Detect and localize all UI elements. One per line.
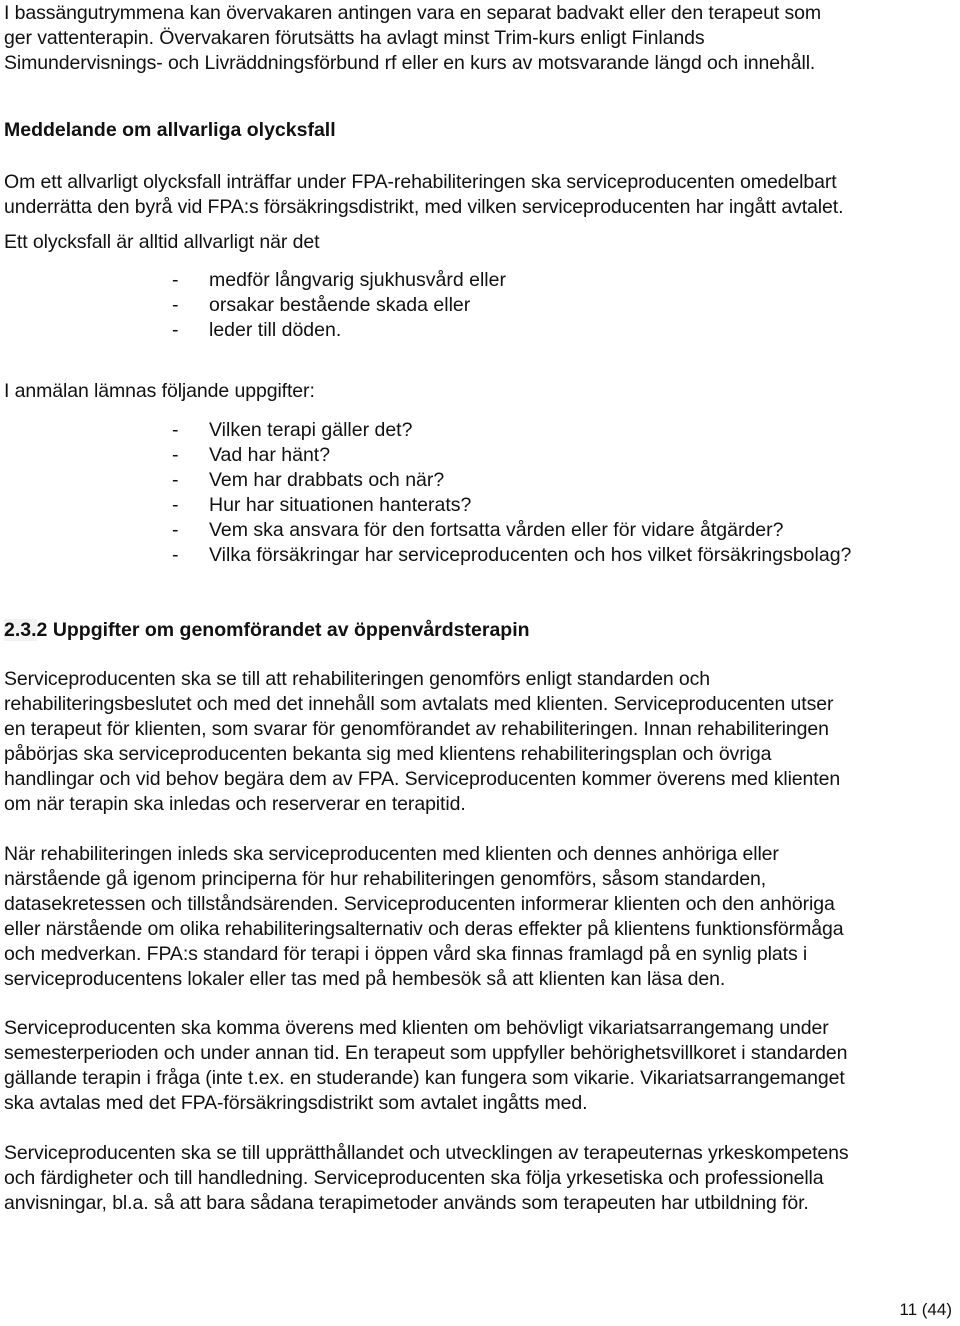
list-dash: - <box>172 319 179 341</box>
text-line: När rehabiliteringen inleds ska serviceproducenten med klienten och dennes anhöriga eller <box>4 843 779 865</box>
list-item-text: medför långvarig sjukhusvård eller <box>209 269 506 291</box>
text-line: Serviceproducenten ska komma överens med klienten om behövligt vikariatsarrangemang under <box>4 1017 829 1039</box>
text-line: anvisningar, bl.a. så att bara sådana terapimetoder används som terapeuten har utbildning för. <box>4 1192 809 1214</box>
text-line: ska avtalas med det FPA-försäkringsdistrikt som avtalet ingåtts med. <box>4 1092 588 1114</box>
text-line: I bassängutrymmena kan övervakaren antingen vara en separat badvakt eller den terapeut som <box>4 2 821 24</box>
text-line: Serviceproducenten ska se till upprätthållandet och utvecklingen av terapeuternas yrkeskompetens <box>4 1142 849 1164</box>
list-dash: - <box>172 419 179 441</box>
list-item-text: Vem ska ansvara för den fortsatta vården eller för vidare åtgärder? <box>209 519 784 541</box>
section-number-part2: 2 <box>36 619 48 641</box>
list-item-text: Vilken terapi gäller det? <box>209 419 413 441</box>
text-line: närstående gå igenom principerna för hur rehabiliteringen genomförs, såsom standarden, <box>4 868 767 890</box>
serious-criteria-list <box>172 268 506 343</box>
text-line: och medverkan. FPA:s standard för terapi i öppen vård ska finnas framlagd på en synlig plats i <box>4 943 808 965</box>
list-item-text: Vilka försäkringar har serviceproducenten och hos vilket försäkringsbolag? <box>209 544 852 566</box>
list-item <box>172 318 506 343</box>
list-item-text: orsakar bestående skada eller <box>209 294 471 316</box>
list-dash: - <box>172 519 179 541</box>
report-intro <box>4 379 315 404</box>
list-item <box>172 443 851 468</box>
text-line: en terapeut för klienten, som svarar för genomförandet av rehabiliteringen. Innan rehabiliteringen <box>4 718 829 740</box>
list-dash: - <box>172 494 179 516</box>
body-paragraph <box>4 842 843 992</box>
text-line: Simundervisnings- och Livräddningsförbund rf eller en kurs av motsvarande längd och innehåll. <box>4 52 816 74</box>
text-line: eller närstående om olika rehabiliteringsalternativ och deras effekter på klientens funktionsförmåga <box>4 918 844 940</box>
list-dash: - <box>172 294 179 316</box>
text-line: Serviceproducenten ska se till att rehabiliteringen genomförs enligt standarden och <box>4 668 711 690</box>
text-line: handlingar och vid behov begära dem av FPA. Serviceproducenten kommer överens med klienten <box>4 768 841 790</box>
list-item <box>172 268 506 293</box>
text-line: Ett olycksfall är alltid allvarligt när det <box>4 231 320 253</box>
notice-heading: Meddelande om allvarliga olycksfall <box>4 119 336 141</box>
intro-paragraph <box>4 1 821 76</box>
text-line: rehabiliteringsbeslutet och med det innehåll som avtalats med klienten. Serviceproducenten utser <box>4 693 834 715</box>
section-number-part1: 2.3. <box>4 619 37 641</box>
list-dash: - <box>172 469 179 491</box>
section-title: Uppgifter om genomförandet av öppenvårdsterapin <box>52 619 530 641</box>
body-paragraph <box>4 667 840 817</box>
text-line: I anmälan lämnas följande uppgifter: <box>4 380 315 402</box>
report-items-list <box>172 418 851 568</box>
text-line: semesterperioden och under annan tid. En terapeut som uppfyller behörighetsvillkoret i standarden <box>4 1042 848 1064</box>
text-line: serviceproducentens lokaler eller tas med på hembesök så att klienten kan läsa den. <box>4 968 726 990</box>
list-item-text: Hur har situationen hanterats? <box>209 494 472 516</box>
list-item-text: Vem har drabbats och när? <box>209 469 445 491</box>
list-item-text: leder till döden. <box>209 319 342 341</box>
text-line: Om ett allvarligt olycksfall inträffar under FPA-rehabiliteringen ska serviceproducenten omedelbart <box>4 171 837 193</box>
notice-paragraph <box>4 170 843 220</box>
section-heading <box>4 618 530 643</box>
serious-intro <box>4 230 319 255</box>
list-item <box>172 493 851 518</box>
list-item <box>172 293 506 318</box>
body-paragraph <box>4 1141 849 1216</box>
text-line: datasekretessen och tillståndsärenden. Serviceproducenten informerar klienten och den anhöriga <box>4 893 835 915</box>
list-dash: - <box>172 269 179 291</box>
text-line: underrätta den byrå vid FPA:s försäkringsdistrikt, med vilken serviceproducenten har ingått avtalet. <box>4 196 844 218</box>
list-dash: - <box>172 444 179 466</box>
text-line: om när terapin ska inledas och reserverar en terapitid. <box>4 793 466 815</box>
page-number: 11 (44) <box>899 1300 952 1319</box>
list-item-text: Vad har hänt? <box>209 444 331 466</box>
text-line: och färdigheter och till handledning. Serviceproducenten ska följa yrkesetiska och professionella <box>4 1167 824 1189</box>
list-item <box>172 468 851 493</box>
body-paragraph <box>4 1016 847 1116</box>
text-line: gällande terapin i fråga (inte t.ex. en studerande) kan fungera som vikarie. Vikariatsarrangemanget <box>4 1067 845 1089</box>
list-dash: - <box>172 544 179 566</box>
list-item <box>172 543 851 568</box>
text-line: ger vattenterapin. Övervakaren förutsätts ha avlagt minst Trim-kurs enligt Finlands <box>4 27 705 49</box>
text-line: påbörjas ska serviceproducenten bekanta sig med klientens rehabiliteringsplan och övriga <box>4 743 772 765</box>
list-item <box>172 518 851 543</box>
list-item <box>172 418 851 443</box>
